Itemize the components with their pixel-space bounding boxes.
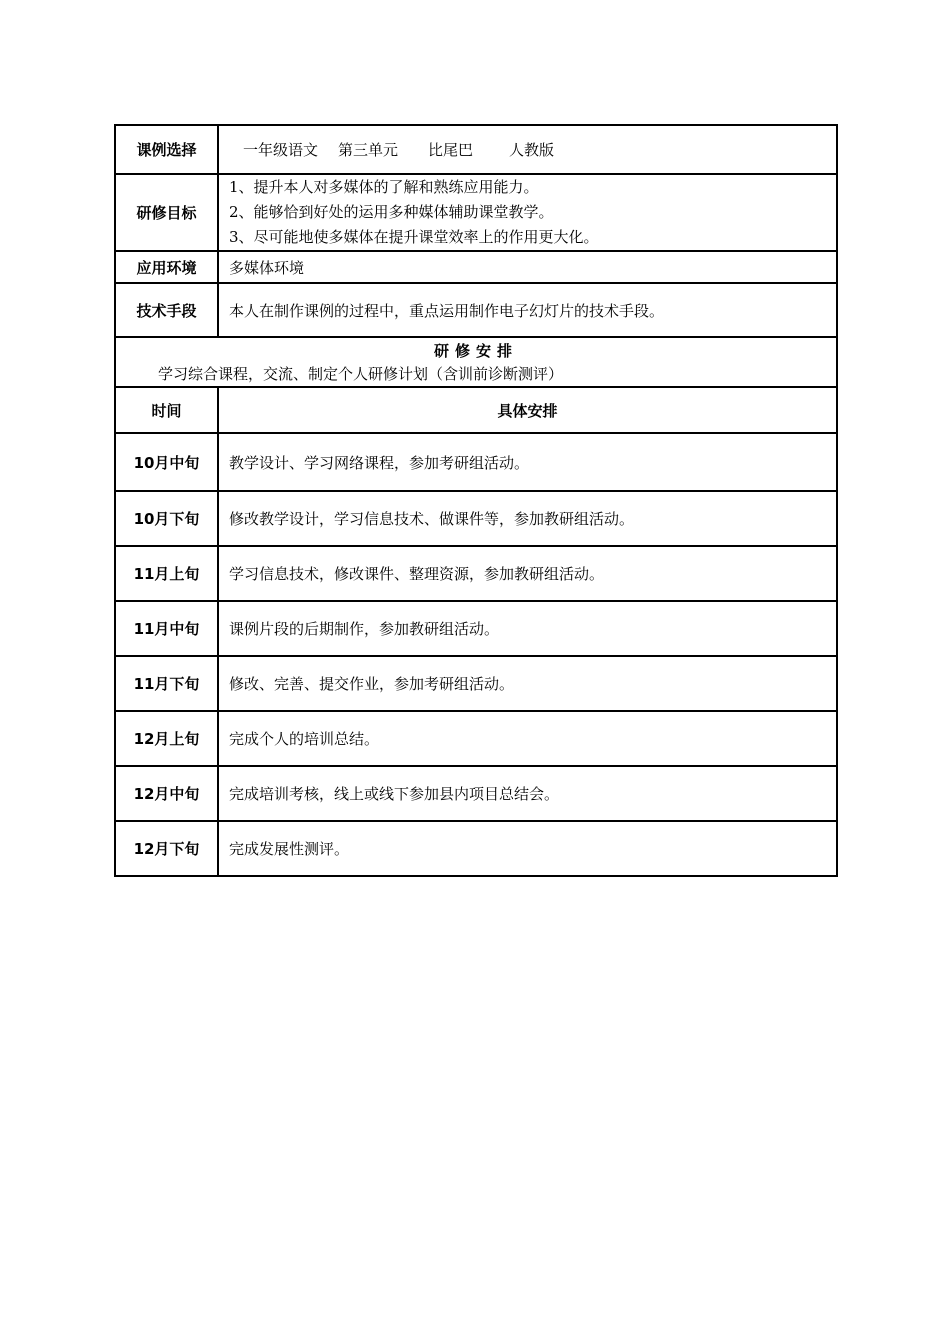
arrangement-title: 研修安排 (433, 342, 518, 360)
schedule-time: 12月下旬 (115, 821, 218, 876)
case-row (115, 125, 837, 174)
schedule-row (115, 656, 837, 711)
schedule-detail: 完成个人的培训总结。 (218, 711, 837, 766)
case-value (218, 125, 837, 174)
environment-label: 应用环境 (115, 251, 218, 283)
schedule-header-row (115, 387, 837, 433)
goals-label: 研修目标 (115, 174, 218, 251)
schedule-row (115, 766, 837, 821)
goal-item: 3、尽可能地使多媒体在提升课堂效率上的作用更大化。 (229, 228, 599, 246)
schedule-time: 11月上旬 (115, 546, 218, 601)
environment-row (115, 251, 837, 283)
goals-row (115, 174, 837, 251)
goals-list (218, 174, 837, 251)
schedule-time: 11月下旬 (115, 656, 218, 711)
technique-row (115, 283, 837, 337)
goal-item: 1、提升本人对多媒体的了解和熟练应用能力。 (229, 178, 539, 196)
schedule-row (115, 821, 837, 876)
technique-value: 本人在制作课例的过程中，重点运用制作电子幻灯片的技术手段。 (218, 283, 837, 337)
technique-label: 技术手段 (115, 283, 218, 337)
schedule-row (115, 601, 837, 656)
schedule-time: 10月下旬 (115, 491, 218, 546)
case-edition: 人教版 (509, 141, 555, 159)
case-grade: 一年级语文 (243, 141, 319, 159)
schedule-row (115, 546, 837, 601)
schedule-time: 11月中旬 (115, 601, 218, 656)
schedule-row (115, 433, 837, 491)
schedule-detail: 教学设计、学习网络课程，参加考研组活动。 (218, 433, 837, 491)
case-label: 课例选择 (115, 125, 218, 174)
study-plan-table (114, 124, 838, 877)
schedule-detail: 学习信息技术，修改课件、整理资源，参加教研组活动。 (218, 546, 837, 601)
case-unit: 第三单元 (338, 141, 399, 159)
case-lesson: 比尾巴 (428, 141, 474, 159)
schedule-detail: 完成发展性测评。 (218, 821, 837, 876)
environment-value: 多媒体环境 (218, 251, 837, 283)
schedule-detail: 修改教学设计，学习信息技术、做课件等，参加教研组活动。 (218, 491, 837, 546)
arrangement-section (115, 337, 837, 387)
arrangement-section-row (115, 337, 837, 387)
arrangement-subtitle: 学习综合课程，交流、制定个人研修计划（含训前诊断测评） (158, 365, 564, 383)
schedule-row (115, 491, 837, 546)
schedule-time: 12月上旬 (115, 711, 218, 766)
schedule-detail: 完成培训考核，线上或线下参加县内项目总结会。 (218, 766, 837, 821)
schedule-time: 10月中旬 (115, 433, 218, 491)
goal-item: 2、能够恰到好处的运用多种媒体辅助课堂教学。 (229, 203, 554, 221)
schedule-detail: 课例片段的后期制作，参加教研组活动。 (218, 601, 837, 656)
schedule-time: 12月中旬 (115, 766, 218, 821)
schedule-detail: 修改、完善、提交作业，参加考研组活动。 (218, 656, 837, 711)
schedule-row (115, 711, 837, 766)
time-column-header: 时间 (115, 387, 218, 433)
detail-column-header: 具体安排 (218, 387, 837, 433)
